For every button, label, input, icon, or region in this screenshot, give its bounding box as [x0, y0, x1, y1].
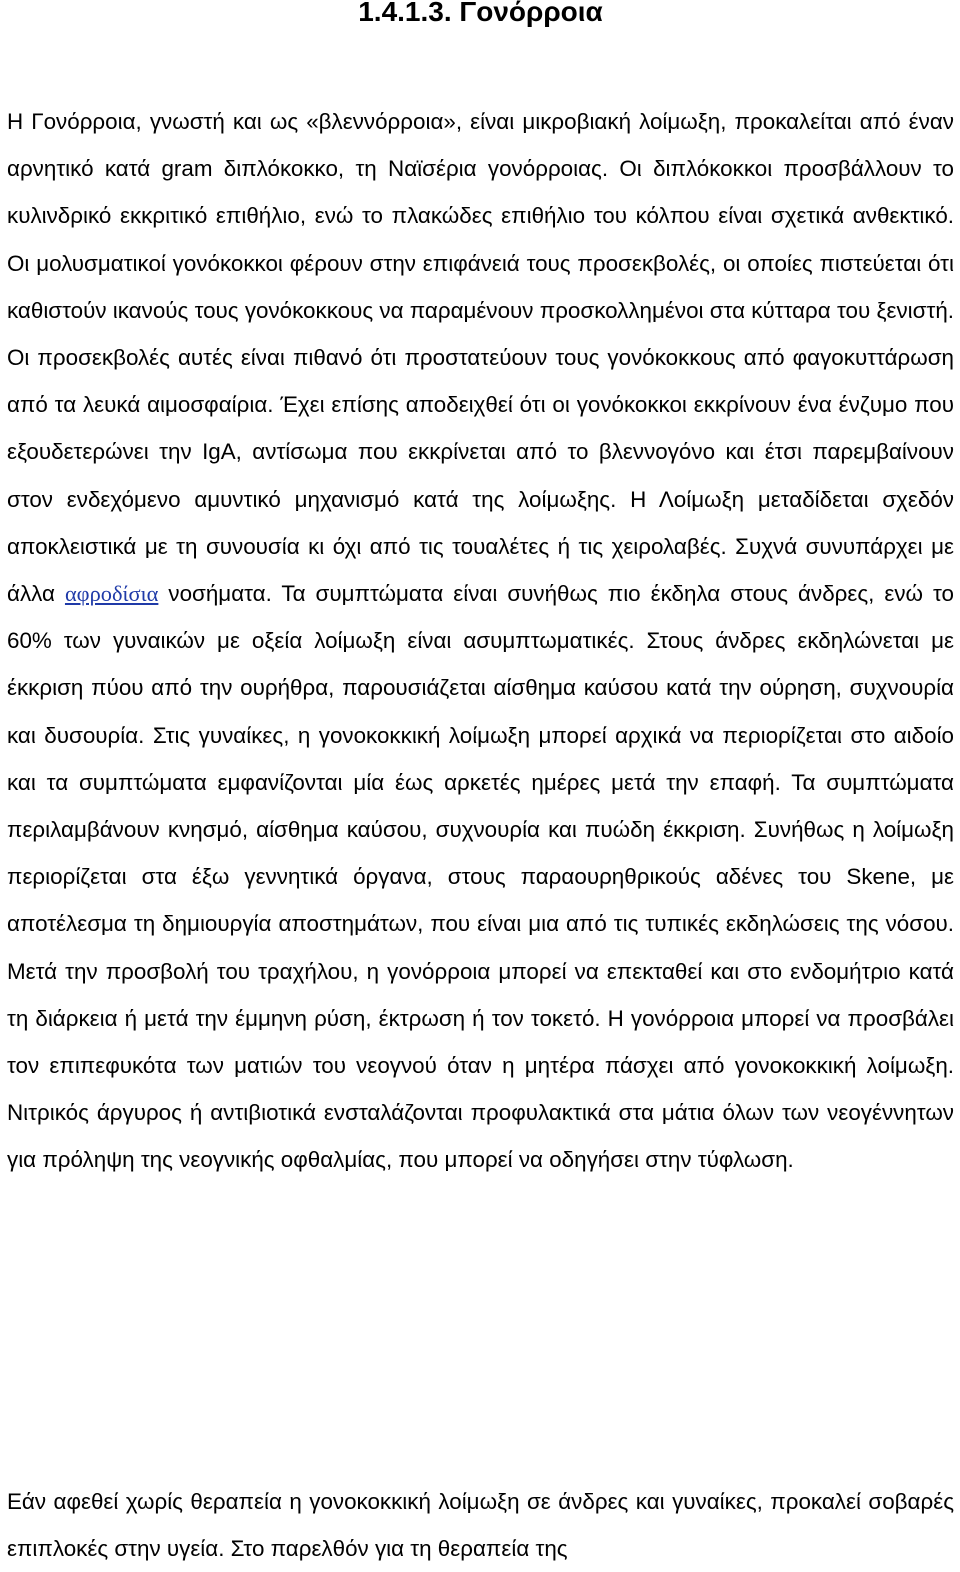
- paragraph-text-before-link: Η Γονόρροια, γνωστή και ως «βλεννόρροια», είναι μικροβιακή λοίμωξη, προκαλείται από έναν αρνητικό κατά gram διπλόκοκκο, τη Ναϊσέρια γονόρροιας. Οι διπλόκοκκοι προσβάλλουν το κυλινδρικό εκκριτικό επιθήλιο, ενώ το πλακώδες επιθήλιο του κόλπου είναι σχετικά ανθεκτικό. Οι μολυσματικοί γονόκοκκοι φέρουν στην επιφάνειά τους προσεκβολές, οι οποίες πιστεύεται ότι καθιστούν ικανούς τους γονόκοκκους να παραμένουν προσκολλημένοι στα κύτταρα του ξενιστή. Οι προσεκβολές αυτές είναι πιθανό ότι προστατεύουν τους γονόκοκκους από φαγοκυττάρωση από τα λευκά αιμοσφαίρια. Έχει επίσης αποδειχθεί ότι οι γονόκοκκοι εκκρίνουν ένα ένζυμο που εξουδετερώνει την IgA, αντίσωμα που εκκρίνεται από το βλεννογόνο και έτσι παρεμβαίνουν στον ενδεχόμενο αμυντικό μηχανισμό κατά της λοίμωξης. Η Λοίμωξη μεταδίδεται σχεδόν αποκλειστικά με τη συνουσία κι όχι από τις τουαλέτες ή τις χειρολαβές. Συχνά συνυπάρχει με άλλα: [7, 109, 954, 607]
- link-afrodisia[interactable]: αφροδίσια: [64, 581, 159, 607]
- paragraph-text-after-link: νοσήματα. Τα συμπτώματα είναι συνήθως πιο έκδηλα στους άνδρες, ενώ το 60% των γυναικών με οξεία λοίμωξη είναι ασυμπτωματικές. Στους άνδρες εκδηλώνεται με έκκριση πύου από την ουρήθρα, παρουσιάζεται αίσθημα καύσου κατά την ούρηση, συχνουρία και δυσουρία. Στις γυναίκες, η γονοκοκκική λοίμωξη μπορεί αρχικά να περιορίζεται στο αιδοίο και τα συμπτώματα εμφανίζονται μία έως αρκετές ημέρες μετά την επαφή. Τα συμπτώματα περιλαμβάνουν κνησμό, αίσθημα καύσου, συχνουρία και πυώδη έκκριση. Συνήθως η λοίμωξη περιορίζεται στα έξω γεννητικά όργανα, στους παραουρηθρικούς αδένες του Skene, με αποτέλεσμα τη δημιουργία αποστημάτων, που είναι μια από τις τυπικές εκδηλώσεις της νόσου. Μετά την προσβολή του τραχήλου, η γονόρροια μπορεί να επεκταθεί και στο ενδομήτριο κατά τη διάρκεια ή μετά την έμμηνη ρύση, έκτρωση ή τον τοκετό. Η γονόρροια μπορεί να προσβάλει τον επιπεφυκότα των ματιών του νεογνού όταν η μητέρα πάσχει από γονοκοκκική λοίμωξη. Νιτρικός άργυρος ή αντιβιοτικά ενσταλάζονται προφυλακτικά στα μάτια όλων των νεογέννητων για πρόληψη της νεογνικής οφθαλμίας, που μπορεί να οδηγήσει στην τύφλωση.: [7, 581, 954, 1173]
- section-heading: 1.4.1.3. Γονόρροια: [358, 0, 603, 27]
- body-paragraph-2: Εάν αφεθεί χωρίς θεραπεία η γονοκοκκική λοίμωξη σε άνδρες και γυναίκες, προκαλεί σοβαρές επιπλοκές στην υγεία. Στο παρελθόν για τη θεραπεία της: [7, 1489, 954, 1562]
- document-page: [7, 0, 954, 1562]
- body-paragraph-1: [7, 98, 954, 1184]
